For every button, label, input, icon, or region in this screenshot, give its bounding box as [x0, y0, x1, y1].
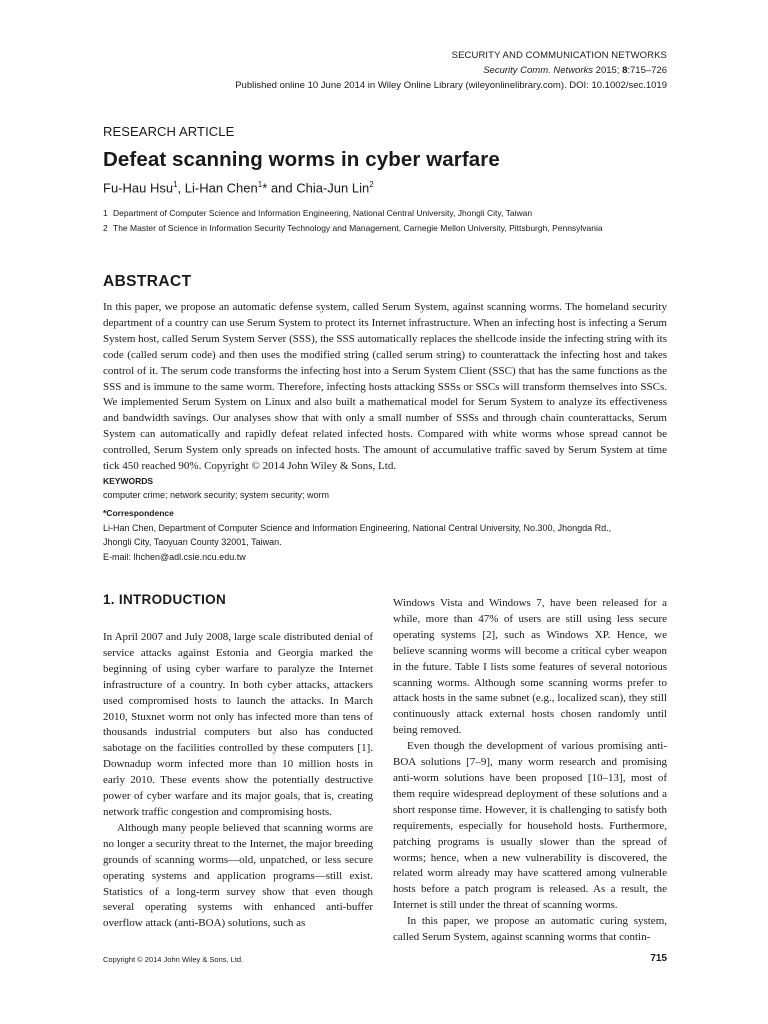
affiliation-text: The Master of Science in Information Security Technology and Management, Carnegie Mellon University, Pittsburgh, Pennsylvania: [113, 223, 603, 233]
abstract-heading: ABSTRACT: [103, 273, 192, 290]
keywords-text: computer crime; network security; system security; worm: [103, 490, 330, 500]
author-list: [103, 180, 374, 195]
affiliations: [103, 206, 603, 236]
affiliation-number: 2: [103, 223, 108, 233]
affiliation-text: Department of Computer Science and Information Engineering, National Central University, Jhongli City, Taiwan: [113, 208, 533, 218]
paragraph: Although many people believed that scanning worms are no longer a security threat to the Internet, the major breeding grounds of scanning worms—old, unpatched, or less secure operating systems and application programs—still exist. Statistics of a long-term survey show that even though several operating systems with enhanced anti-buffer overflow attack (anti-BOA) solutions, such as: [103, 821, 373, 930]
affiliation-number: 1: [103, 208, 108, 218]
author-affiliation-marker: 1: [257, 180, 263, 189]
author-name: Li-Han Chen: [184, 180, 258, 196]
citation-journal: Security Comm. Networks: [483, 65, 594, 76]
affiliation-item: [103, 206, 603, 221]
author-affiliation-marker: 2: [369, 180, 374, 189]
body-column-right: [393, 596, 667, 946]
paragraph: In April 2007 and July 2008, large scale distributed denial of service attacks against Estonia and Georgia marked the beginning of using cyber warfare to paralyze the Internet infrastructure of a country. In both cyber attacks, attackers used compromised hosts to launch the attacks. In March 2010, Stuxnet worm not only has infected more than tens of thousands industrial computers but also has conducted sabotage on the facilities controlled by these computers [1]. Downadup worm infected more than 10 million hosts in early 2010. These events show the potentially destructive power of cyber warfare and its major goals, that is, creating network traffic congestion and compromising hosts.: [103, 631, 373, 818]
journal-header: [235, 48, 667, 93]
journal-name: SECURITY AND COMMUNICATION NETWORKS: [451, 50, 667, 61]
author-separator: * and: [262, 180, 297, 196]
author-separator: ,: [177, 180, 185, 196]
citation-year: 2015;: [593, 65, 623, 76]
author-name: Chia-Jun Lin: [296, 180, 370, 196]
correspondence-address: Jhongli City, Taoyuan County 32001, Taiwan.: [103, 537, 282, 547]
section-heading: 1. INTRODUCTION: [103, 592, 227, 607]
keywords-heading: KEYWORDS: [103, 476, 154, 486]
footer-copyright: Copyright © 2014 John Wiley & Sons, Ltd.: [103, 955, 244, 964]
article-type: RESEARCH ARTICLE: [103, 124, 235, 139]
citation-pages: :715–726: [627, 65, 667, 76]
affiliation-item: [103, 221, 603, 236]
paragraph: Even though the development of various promising anti-BOA solutions [7–9], many worm research and promising anti-worm solutions have been proposed [10–13], most of them require widespread deployment of these solutions and a short response time. However, it is challenging to satisfy both requirements, especially for household hosts. Furthermore, patching programs is usually slower than the spread of worms; hence, when a new vulnerability is discovered, the related worm already may have scattered among vulnerable hosts before a patch program is released. As a result, the Internet is still under the threat of scanning worms.: [393, 740, 667, 912]
journal-citation: [235, 63, 667, 78]
correspondence-block: [103, 506, 611, 564]
correspondence-heading: *Correspondence: [103, 508, 174, 518]
paragraph: Windows Vista and Windows 7, have been released for a while, more than 47% of users are still using less secure operating systems [2], such as Windows XP. Hence, we believe scanning worms will become a critical cyber weapon in the future. Table I lists some features of several notorious scanning worms. Although some scanning worms prefer to attack hosts in the same subnet (e.g., localized scan), they still continuously attack external hosts chosen randomly until being removed.: [393, 597, 667, 737]
body-column-left: [103, 592, 373, 932]
correspondence-email: E-mail: lhchen@adl.csie.ncu.edu.tw: [103, 551, 246, 562]
abstract-text: In this paper, we propose an automatic defense system, called Serum System, against scanning worms. The homeland security department of a country can use Serum System to protect its Internet infrastructure. When an infecting host is infecting a Serum System host, called Serum System Server (SSS), the SSS automatically replaces the shellcode inside the infecting string with its code (called serum code) and then uses the modified string (called serum string) to counterattack the infecting host and takes control of it. The serum code transforms the infecting host into a Serum System Client (SSC) that has the same functions as the SSS and is immune to the same worm. Therefore, infecting hosts attacking SSSs or SSCs will transform themselves into SSCs. We implemented Serum System on Linux and also built a mathematical model for Serum System to analyze its effectiveness and bandwidth savings. Our analyses show that with only a small number of SSSs and through chain counterattacks, Serum System can automatically and rapidly defeat related infected hosts. Compared with white worms whose spread cannot be controlled, Serum System only spreads on infected hosts. The amount of accumulative traffic saved by Serum System at time tick 450 reached 90%. Copyright © 2014 John Wiley & Sons, Ltd.: [103, 301, 667, 473]
citation-volume: 8: [622, 65, 628, 76]
keywords-block: [103, 474, 329, 502]
author-affiliation-marker: 1: [173, 180, 178, 189]
page-number: 715: [650, 953, 667, 964]
correspondence-address: Li-Han Chen, Department of Computer Science and Information Engineering, National Central University, No.300, Jhongda Rd.,: [103, 522, 612, 533]
paragraph: In this paper, we propose an automatic curing system, called Serum System, against scanning worms that contin-: [393, 915, 667, 944]
published-line: Published online 10 June 2014 in Wiley Online Library (wileyonlinelibrary.com). DOI: 10.1002/sec.1019: [235, 80, 667, 91]
author-name: Fu-Hau Hsu: [103, 180, 174, 196]
article-title: Defeat scanning worms in cyber warfare: [103, 148, 500, 171]
